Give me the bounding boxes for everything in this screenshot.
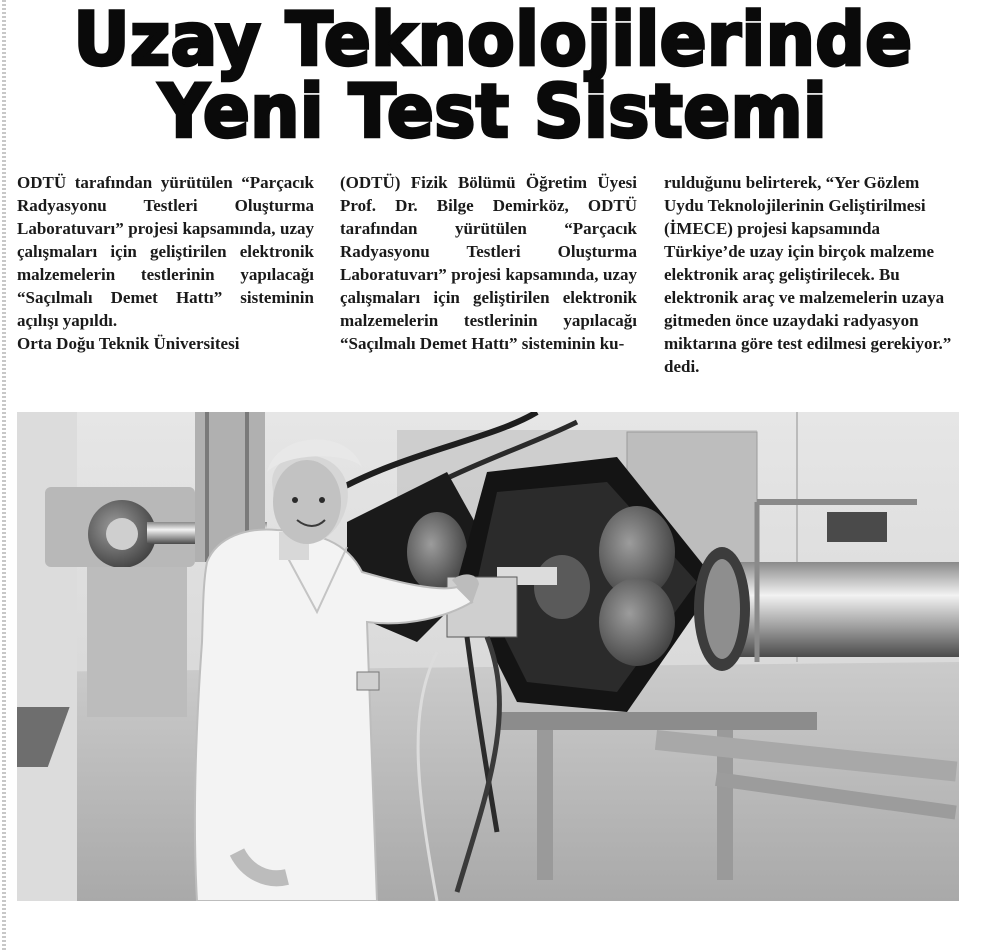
page-edge-rule: [2, 0, 6, 951]
article-column-3: [664, 171, 960, 378]
column-1-paragraph-1: ODTÜ tarafından yürütülen “Parçacık Radyasyonu Testleri Oluşturma Laboratuvarı” projesi kapsamında, uzay çalışmaları için geliştirilen elektronik malzemelerin testlerinin yapılacağı “Saçılmalı Demet Hattı” sisteminin açılışı yapıldı.: [17, 173, 314, 330]
article-column-1: [17, 171, 314, 355]
article-photo: [17, 412, 959, 901]
lab-scene-illustration: [17, 412, 959, 901]
headline: [14, 0, 972, 155]
column-1-paragraph-2: Orta Doğu Teknik Üniversitesi: [17, 334, 240, 353]
column-3-text: rulduğunu belirterek, “Yer Gözlem Uydu Teknolojilerinin Geliştirilmesi (İMECE) projesi kapsamında Türkiye’de uzay için birçok malzeme elektronik araç geliştirilecek. Bu elektronik araç ve malzemelerin uzaya gitmeden önce uzaydaki radyasyon miktarına göre test edilmesi gerekiyor.” dedi.: [664, 173, 952, 376]
column-2-text: (ODTÜ) Fizik Bölümü Öğretim Üyesi Prof. Dr. Bilge Demirköz, ODTÜ tarafından yürütülen “Parçacık Radyasyonu Testleri Oluşturma Laboratuvarı” projesi kapsamında, uzay çalışmaları için geliştirilen elektronik malzemelerin testlerinin yapılacağı “Saçılmalı Demet Hattı” sisteminin ku-: [340, 173, 637, 353]
headline-line-2: Yeni Test Sistemi: [158, 69, 828, 155]
headline-line-1: Uzay Teknolojilerinde: [73, 0, 913, 83]
article-column-2: [340, 171, 637, 355]
